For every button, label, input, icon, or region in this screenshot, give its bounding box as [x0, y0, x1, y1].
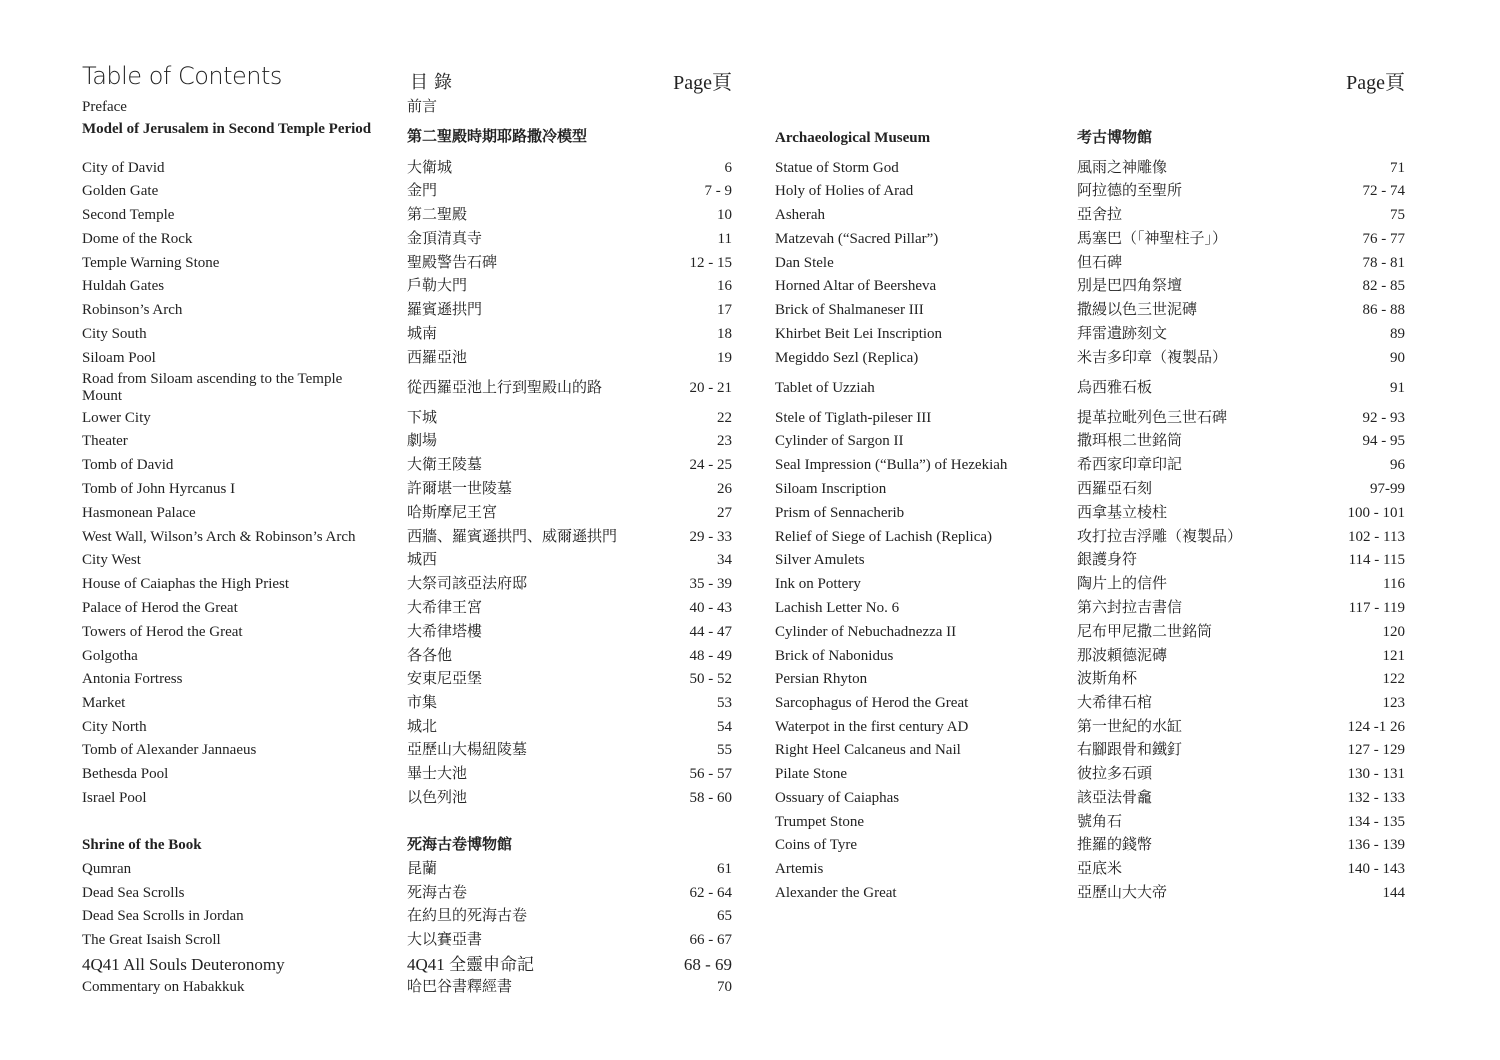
entry-page-number: 40 - 43	[689, 600, 732, 616]
entry-page-number: 90	[1390, 350, 1405, 366]
entry-page-number: 23	[717, 433, 732, 449]
entry-title-zh: 市集	[407, 695, 438, 711]
section-heading-zh: 死海古卷博物館	[407, 837, 513, 853]
entry-title-en: Ink on Pottery	[775, 576, 861, 592]
entry-title-zh: 哈巴谷書釋經書	[407, 979, 513, 995]
entry-title-en: Siloam Inscription	[775, 481, 887, 497]
entry-title-zh: 大以賽亞書	[407, 932, 483, 948]
entry-page-number: 58 - 60	[689, 790, 732, 806]
entry-page-number: 66 - 67	[689, 932, 732, 948]
entry-title-en: Antonia Fortress	[82, 671, 183, 687]
entry-page-number: 134 - 135	[1347, 814, 1405, 830]
entry-title-zh: 羅賓遜拱門	[407, 302, 483, 318]
entry-title-en: Sarcophagus of Herod the Great	[775, 695, 969, 711]
entry-title-en: Coins of Tyre	[775, 837, 858, 853]
entry-page-number: 10	[717, 207, 732, 223]
entry-title-zh: 安東尼亞堡	[407, 671, 483, 687]
entry-title-en: House of Caiaphas the High Priest	[82, 576, 290, 592]
entry-title-en: City South	[82, 326, 147, 342]
entry-title-zh: 以色列池	[407, 790, 468, 806]
entry-page-number: 76 - 77	[1362, 231, 1405, 247]
entry-title-en: Prism of Sennacherib	[775, 505, 905, 521]
entry-page-number: 19	[717, 350, 732, 366]
entry-page-number: 102 - 113	[1348, 529, 1405, 545]
entry-title-zh: 但石碑	[1077, 255, 1123, 271]
entry-title-en: Robinson’s Arch	[82, 302, 183, 318]
entry-page-number: 122	[1382, 671, 1405, 687]
entry-title-en: Second Temple	[82, 207, 175, 223]
entry-title-zh: 拜雷遺跡刻文	[1077, 326, 1168, 342]
entry-page-number: 89	[1390, 326, 1405, 342]
entry-title-en: City West	[82, 552, 141, 568]
entry-title-zh: 陶片上的信件	[1077, 576, 1168, 592]
entry-page-number: 92 - 93	[1362, 410, 1405, 426]
entry-page-number: 130 - 131	[1347, 766, 1405, 782]
entry-title-zh: 西羅亞石刻	[1077, 481, 1153, 497]
entry-page-number: 22	[717, 410, 732, 426]
entry-page-number: 11	[717, 231, 732, 247]
entry-title-en: City of David	[82, 160, 165, 176]
entry-page-number: 72 - 74	[1362, 183, 1405, 199]
entry-page-number: 140 - 143	[1347, 861, 1405, 877]
entry-title-en: Commentary on Habakkuk	[82, 979, 245, 995]
entry-page-number: 54	[717, 719, 732, 735]
entry-page-number: 65	[717, 908, 732, 924]
entry-title-zh: 戶勒大門	[407, 278, 468, 294]
entry-title-en: Cylinder of Nebuchadnezza II	[775, 624, 957, 640]
entry-title-en: Huldah Gates	[82, 278, 165, 294]
entry-page-number: 136 - 139	[1347, 837, 1405, 853]
section-heading-en: Model of Jerusalem in Second Temple Period	[82, 121, 372, 137]
section-heading-zh: 第二聖殿時期耶路撒冷模型	[407, 129, 588, 145]
entry-title-zh: 右腳跟骨和鐵釘	[1077, 742, 1183, 758]
entry-title-en: Israel Pool	[82, 790, 147, 806]
entry-title-zh: 烏西雅石板	[1077, 380, 1153, 396]
entry-page-number: 116	[1383, 576, 1405, 592]
entry-page-number: 16	[717, 278, 732, 294]
entry-title-zh: 那波頼德泥磚	[1077, 648, 1168, 664]
entry-title-zh: 撒珥根二世銘筒	[1077, 433, 1183, 449]
entry-page-number: 61	[717, 861, 732, 877]
entry-page-number: 48 - 49	[689, 648, 732, 664]
entry-title-zh: 西羅亞池	[407, 350, 468, 366]
entry-page-number: 120	[1382, 624, 1405, 640]
entry-title-zh: 第二聖殿	[407, 207, 468, 223]
entry-title-en: Alexander the Great	[775, 885, 897, 901]
entry-title-en: Statue of Storm God	[775, 160, 899, 176]
entry-title-zh: 大希律塔樓	[407, 624, 483, 640]
entry-page-number: 29 - 33	[689, 529, 732, 545]
entry-title-en: Tomb of David	[82, 457, 174, 473]
entry-title-en: Asherah	[775, 207, 825, 223]
entry-title-en: Dead Sea Scrolls in Jordan	[82, 908, 244, 924]
entry-page-number: 7 - 9	[704, 183, 732, 199]
entry-title-zh: 大衛城	[407, 160, 453, 176]
entry-page-number: 12 - 15	[689, 255, 732, 271]
entry-title-zh: 尼布甲尼撒二世銘筒	[1077, 624, 1213, 640]
entry-page-number: 82 - 85	[1362, 278, 1405, 294]
preface-zh: 前言	[407, 99, 438, 115]
entry-title-en: Golgotha	[82, 648, 138, 664]
entry-title-zh: 城南	[407, 326, 438, 342]
entry-page-number: 71	[1390, 160, 1405, 176]
entry-title-en: West Wall, Wilson’s Arch & Robinson’s Arch	[82, 529, 356, 545]
section-heading-en: Archaeological Museum	[775, 130, 931, 146]
entry-title-zh: 從西羅亞池上行到聖殿山的路	[407, 380, 603, 396]
entry-title-en: Brick of Shalmaneser III	[775, 302, 924, 318]
entry-title-zh: 風雨之神雕像	[1077, 160, 1168, 176]
entry-page-number: 27	[717, 505, 732, 521]
entry-title-zh: 大希律石棺	[1077, 695, 1153, 711]
entry-title-en: Seal Impression (“Bulla”) of Hezekiah	[775, 457, 1008, 473]
entry-page-number: 55	[717, 742, 732, 758]
entry-page-number: 26	[717, 481, 732, 497]
entry-title-zh: 第一世紀的水缸	[1077, 719, 1183, 735]
entry-title-en: Palace of Herod the Great	[82, 600, 238, 616]
entry-title-en: Brick of Nabonidus	[775, 648, 894, 664]
entry-page-number: 121	[1382, 648, 1405, 664]
entry-title-zh: 亞歷山大大帝	[1077, 885, 1168, 901]
entry-page-number: 68 - 69	[683, 955, 732, 974]
entry-page-number: 114 - 115	[1348, 552, 1405, 568]
entry-title-en: Towers of Herod the Great	[82, 624, 243, 640]
entry-page-number: 94 - 95	[1362, 433, 1405, 449]
entry-title-en: Dan Stele	[775, 255, 834, 271]
entry-title-en: Temple Warning Stone	[82, 255, 220, 271]
entry-title-en: Tablet of Uzziah	[775, 380, 875, 396]
entry-page-number: 34	[717, 552, 732, 568]
entry-title-zh: 金門	[407, 183, 438, 199]
entry-title-en: Stele of Tiglath-pileser III	[775, 410, 932, 426]
entry-title-zh: 聖殿警告石碑	[407, 255, 498, 271]
entry-title-en: 4Q41 All Souls Deuteronomy	[82, 955, 285, 974]
section-heading-zh: 考古博物館	[1077, 130, 1153, 146]
entry-page-number: 100 - 101	[1347, 505, 1405, 521]
entry-title-zh: 提革拉毗列色三世石碑	[1077, 410, 1228, 426]
entry-title-zh: 許爾堪一世陵墓	[407, 481, 513, 497]
entry-title-en: Dome of the Rock	[82, 231, 193, 247]
entry-title-en: Right Heel Calcaneus and Nail	[775, 742, 961, 758]
entry-title-en: Cylinder of Sargon II	[775, 433, 904, 449]
entry-title-en: Pilate Stone	[775, 766, 848, 782]
entry-title-zh: 劇場	[407, 433, 438, 449]
entry-page-number: 6	[724, 160, 732, 176]
entry-page-number: 124 -1 26	[1347, 719, 1405, 735]
entry-title-zh: 4Q41 全靈申命記	[407, 955, 535, 974]
entry-title-en: Theater	[82, 433, 128, 449]
entry-title-zh: 米吉多印章（複製品）	[1077, 350, 1228, 366]
page-label-left: Page頁	[673, 72, 732, 94]
entry-page-number: 44 - 47	[689, 624, 732, 640]
entry-title-zh: 撒縵以色三世泥磚	[1077, 302, 1198, 318]
entry-title-zh: 大祭司該亞法府邸	[407, 576, 528, 592]
entry-title-en: Ossuary of Caiaphas	[775, 790, 900, 806]
entry-title-zh: 推羅的錢幣	[1077, 837, 1153, 853]
entry-page-number: 18	[717, 326, 732, 342]
entry-page-number: 35 - 39	[689, 576, 732, 592]
entry-title-zh: 各各他	[407, 648, 453, 664]
entry-page-number: 75	[1390, 207, 1405, 223]
entry-title-zh: 銀護身符	[1077, 552, 1138, 568]
entry-title-zh: 死海古卷	[407, 885, 468, 901]
entry-page-number: 91	[1390, 380, 1405, 396]
entry-title-en: Waterpot in the first century AD	[775, 719, 969, 735]
entry-page-number: 56 - 57	[689, 766, 732, 782]
entry-title-zh: 亞底米	[1077, 861, 1123, 877]
entry-title-zh: 大衛王陵墓	[407, 457, 483, 473]
entry-title-zh: 該亞法骨龕	[1077, 790, 1153, 806]
entry-title-zh: 希西家印章印記	[1077, 457, 1183, 473]
entry-page-number: 70	[717, 979, 732, 995]
entry-title-zh: 昆蘭	[407, 861, 438, 877]
entry-title-en: Tomb of Alexander Jannaeus	[82, 742, 257, 758]
entry-title-en: Road from Siloam ascending to the Temple Mount	[82, 371, 343, 404]
zh-title: 目錄	[410, 72, 458, 92]
entry-page-number: 78 - 81	[1362, 255, 1405, 271]
entry-title-en: Market	[82, 695, 126, 711]
entry-title-en: Khirbet Beit Lei Inscription	[775, 326, 943, 342]
section-heading-en: Shrine of the Book	[82, 837, 202, 853]
entry-title-zh: 哈斯摩尼王宮	[407, 505, 498, 521]
entry-title-en: Bethesda Pool	[82, 766, 169, 782]
entry-title-zh: 別是巴四角祭壇	[1077, 278, 1183, 294]
page-label-right: Page頁	[1346, 72, 1405, 94]
entry-title-en: Tomb of John Hyrcanus I	[82, 481, 236, 497]
entry-page-number: 144	[1382, 885, 1405, 901]
entry-title-en: Artemis	[775, 861, 824, 877]
entry-title-en: Siloam Pool	[82, 350, 156, 366]
entry-page-number: 17	[717, 302, 732, 318]
entry-title-en: Holy of Holies of Arad	[775, 183, 914, 199]
entry-title-en: Qumran	[82, 861, 132, 877]
entry-title-en: Persian Rhyton	[775, 671, 868, 687]
preface-en: Preface	[82, 99, 127, 115]
entry-page-number: 97-99	[1370, 481, 1405, 497]
entry-title-zh: 亞舍拉	[1077, 207, 1123, 223]
entry-title-en: Trumpet Stone	[775, 814, 865, 830]
entry-page-number: 117 - 119	[1348, 600, 1405, 616]
entry-title-zh: 彼拉多石頭	[1077, 766, 1153, 782]
entry-title-zh: 城西	[407, 552, 438, 568]
entry-title-zh: 在約旦的死海古卷	[407, 908, 528, 924]
entry-page-number: 53	[717, 695, 732, 711]
entry-page-number: 127 - 129	[1347, 742, 1405, 758]
entry-title-en: Dead Sea Scrolls	[82, 885, 185, 901]
entry-title-zh: 城北	[407, 719, 438, 735]
entry-title-zh: 第六封拉吉書信	[1077, 600, 1183, 616]
entry-title-en: The Great Isaish Scroll	[82, 932, 221, 948]
entry-title-zh: 西拿基立棱柱	[1077, 505, 1168, 521]
entry-title-zh: 馬塞巴（「神聖柱子」）	[1077, 231, 1228, 247]
entry-title-zh: 波斯角杯	[1077, 671, 1138, 687]
entry-title-en: Golden Gate	[82, 183, 159, 199]
entry-title-en: Matzevah (“Sacred Pillar”)	[775, 231, 939, 247]
entry-page-number: 123	[1382, 695, 1405, 711]
entry-title-zh: 西牆、羅賓遜拱門、威爾遜拱門	[407, 529, 618, 545]
entry-page-number: 50 - 52	[689, 671, 732, 687]
entry-page-number: 24 - 25	[689, 457, 732, 473]
entry-page-number: 20 - 21	[689, 380, 732, 396]
entry-title-zh: 下城	[407, 410, 438, 426]
entry-title-en: Lower City	[82, 410, 151, 426]
entry-title-zh: 大希律王宮	[407, 600, 483, 616]
entry-title-en: Horned Altar of Beersheva	[775, 278, 937, 294]
page-title: Table of Contents	[82, 62, 282, 90]
entry-page-number: 96	[1390, 457, 1405, 473]
entry-title-zh: 阿拉德的至聖所	[1077, 183, 1183, 199]
entry-title-zh: 亞歷山大楊紐陵墓	[407, 742, 528, 758]
entry-title-zh: 號角石	[1077, 814, 1123, 830]
entry-title-en: Hasmonean Palace	[82, 505, 196, 521]
entry-title-zh: 畢士大池	[407, 766, 468, 782]
entry-title-en: Relief of Siege of Lachish (Replica)	[775, 529, 993, 545]
entry-title-en: Silver Amulets	[775, 552, 865, 568]
entry-title-en: Lachish Letter No. 6	[775, 600, 900, 616]
entry-title-zh: 攻打拉吉浮雕（複製品）	[1077, 529, 1243, 545]
entry-title-en: Megiddo Sezl (Replica)	[775, 350, 919, 366]
entry-title-zh: 金頂清真寺	[407, 231, 483, 247]
entry-page-number: 62 - 64	[689, 885, 732, 901]
entry-title-en: City North	[82, 719, 147, 735]
entry-page-number: 86 - 88	[1362, 302, 1405, 318]
entry-page-number: 132 - 133	[1347, 790, 1405, 806]
